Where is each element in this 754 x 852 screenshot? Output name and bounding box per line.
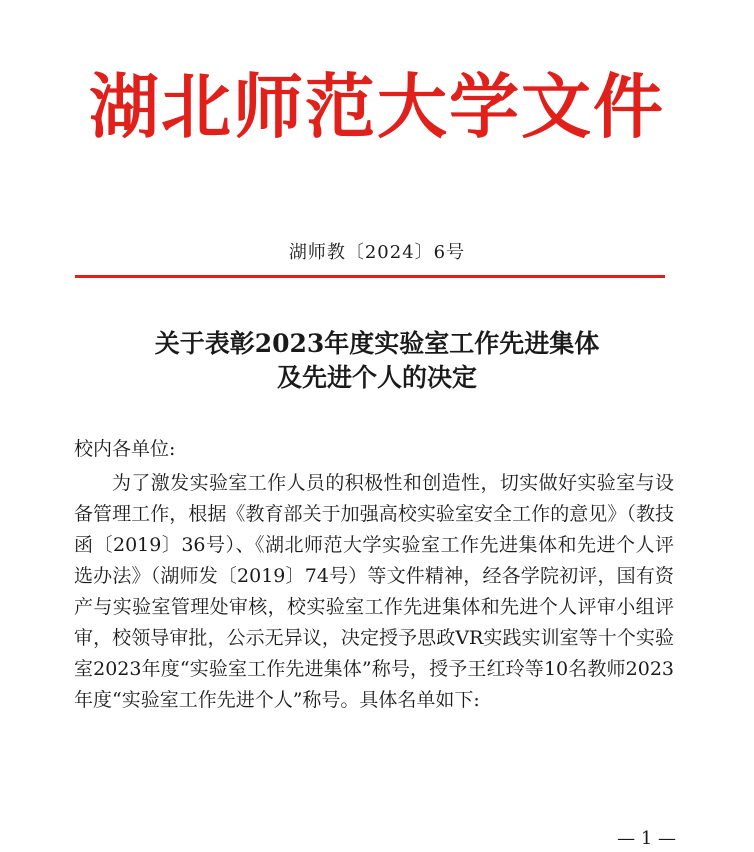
body-paragraph: 为了激发实验室工作人员的积极性和创造性，切实做好实验室与设备管理工作，根据《教育部关于加强高校实验室安全工作的意见》（教技函〔2019〕36号）、《湖北师范大学实验室工作先进集体和先进个人评选办法》（湖师发〔2019〕74号）等文件精神，经各学院初评，国有资产与实验室管理处审核，校实验室工作先进集体和先进个人评审小组评审，校领导审批，公示无异议，决定授予思政VR实践实训室等十个实验室2023年度“实验室工作先进集体”称号，授予王红玲等10名教师2023年度“实验室工作先进个人”称号。具体名单如下:: [74, 472, 674, 711]
red-divider-line: [75, 275, 665, 278]
document-title-line-1: 关于表彰2023年度实验室工作先进集体: [154, 329, 600, 358]
document-title-line-2: 及先进个人的决定: [276, 363, 477, 392]
document-masthead: 湖北师范大学文件: [89, 65, 665, 148]
document-number: 湖师教〔2024〕6号: [288, 242, 466, 263]
page-number: — 1 —: [617, 828, 676, 849]
salutation: 校内各单位:: [74, 438, 176, 460]
